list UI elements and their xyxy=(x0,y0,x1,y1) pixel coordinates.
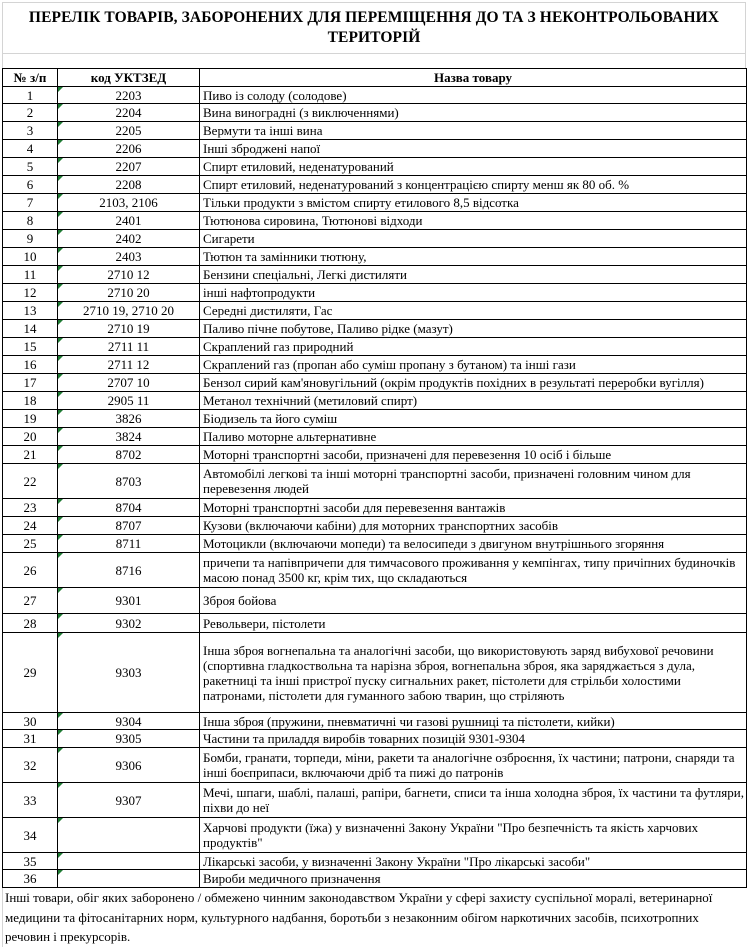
row-num: 30 xyxy=(3,713,58,730)
row-code: 2402 xyxy=(58,230,200,248)
row-name: Спирт етиловий, неденатурований xyxy=(200,158,747,176)
row-code: 9305 xyxy=(58,730,200,748)
row-code: 3824 xyxy=(58,428,200,446)
row-num: 31 xyxy=(3,730,58,748)
header-name: Назва товару xyxy=(200,69,747,87)
row-code: 8716 xyxy=(58,553,200,588)
table-row xyxy=(3,338,747,356)
row-num: 33 xyxy=(3,783,58,818)
row-num: 2 xyxy=(3,104,58,122)
row-name: Кузови (включаючи кабіни) для моторних транспортних засобів xyxy=(200,517,747,535)
row-num: 21 xyxy=(3,446,58,464)
row-code: 2103, 2106 xyxy=(58,194,200,212)
table-row xyxy=(3,730,747,748)
row-num: 32 xyxy=(3,748,58,783)
row-num: 34 xyxy=(3,818,58,853)
table-row xyxy=(3,853,747,870)
row-code: 2710 19 xyxy=(58,320,200,338)
row-name: Скраплений газ (пропан або суміш пропану з бутаном) та інші гази xyxy=(200,356,747,374)
row-name: Біодизель та його суміш xyxy=(200,410,747,428)
row-num: 28 xyxy=(3,614,58,633)
table-row xyxy=(3,392,747,410)
row-code: 2711 11 xyxy=(58,338,200,356)
row-code: 9302 xyxy=(58,614,200,633)
table-row xyxy=(3,374,747,392)
row-num: 27 xyxy=(3,588,58,614)
row-num: 13 xyxy=(3,302,58,320)
row-num: 18 xyxy=(3,392,58,410)
table-row xyxy=(3,553,747,588)
row-code: 2208 xyxy=(58,176,200,194)
row-code: 2206 xyxy=(58,140,200,158)
header-code: код УКТЗЕД xyxy=(58,69,200,87)
row-code: 8711 xyxy=(58,535,200,553)
row-num: 14 xyxy=(3,320,58,338)
row-code: 2707 10 xyxy=(58,374,200,392)
table-row xyxy=(3,446,747,464)
table-row xyxy=(3,517,747,535)
row-code: 2204 xyxy=(58,104,200,122)
row-name: Бензол сирий кам'яновугільний (окрім продуктів похідних в результаті переробки вугілля) xyxy=(200,374,747,392)
row-num: 8 xyxy=(3,212,58,230)
header-num: № з/п xyxy=(3,69,58,87)
row-code: 8703 xyxy=(58,464,200,499)
table-row xyxy=(3,284,747,302)
row-name: Тютюн та замінники тютюну, xyxy=(200,248,747,266)
row-name: інші нафтопродукти xyxy=(200,284,747,302)
goods-table xyxy=(2,68,747,888)
table-row xyxy=(3,356,747,374)
row-name: Револьвери, пістолети xyxy=(200,614,747,633)
row-name: Бензини спеціальні, Легкі дистиляти xyxy=(200,266,747,284)
row-num: 35 xyxy=(3,853,58,870)
spacer xyxy=(2,54,746,68)
row-num: 7 xyxy=(3,194,58,212)
row-name: Бомби, гранати, торпеди, міни, ракети та аналогічне озброєння, їх частини; патрони, снаряди та інші боєприпаси, включаючи дріб та пижі до патронів xyxy=(200,748,747,783)
table-row xyxy=(3,428,747,446)
table-row xyxy=(3,266,747,284)
row-code: 2710 19, 2710 20 xyxy=(58,302,200,320)
row-name: Мечі, шпаги, шаблі, палаші, рапіри, багнети, списи та інша холодна зброя, їх частини та футляри, піхви до неї xyxy=(200,783,747,818)
row-name: Моторні транспортні засоби, призначені для перевезення 10 осіб і більше xyxy=(200,446,747,464)
table-row xyxy=(3,588,747,614)
table-row xyxy=(3,302,747,320)
row-code: 9301 xyxy=(58,588,200,614)
table-row xyxy=(3,104,747,122)
row-code: 2401 xyxy=(58,212,200,230)
row-name: Спирт етиловий, неденатурований з концентрацією спирту менш як 80 об. % xyxy=(200,176,747,194)
row-num: 9 xyxy=(3,230,58,248)
footnote: Інші товари, обіг яких заборонено / обмежено чинним законодавством України у сфері захисту суспільної моралі, ветеринарної медицини та фітосанітарних норм, культурного надбання, боротьби з незаконним обігом наркотичних засобів, психотропних речовин і прекурсорів. xyxy=(2,888,746,947)
row-code: 2403 xyxy=(58,248,200,266)
row-code: 2207 xyxy=(58,158,200,176)
row-code: 2905 11 xyxy=(58,392,200,410)
row-num: 6 xyxy=(3,176,58,194)
row-num: 26 xyxy=(3,553,58,588)
row-code: 2203 xyxy=(58,87,200,104)
table-row xyxy=(3,499,747,517)
row-num: 23 xyxy=(3,499,58,517)
row-name: Середні дистиляти, Гас xyxy=(200,302,747,320)
row-code xyxy=(58,870,200,888)
page-title: ПЕРЕЛІК ТОВАРІВ, ЗАБОРОНЕНИХ ДЛЯ ПЕРЕМІЩЕННЯ ДО ТА З НЕКОНТРОЛЬОВАНИХ ТЕРИТОРІЙ xyxy=(2,2,746,54)
row-name: Сигарети xyxy=(200,230,747,248)
row-code: 8702 xyxy=(58,446,200,464)
row-num: 11 xyxy=(3,266,58,284)
table-row xyxy=(3,140,747,158)
table-row xyxy=(3,212,747,230)
row-num: 17 xyxy=(3,374,58,392)
row-code: 3826 xyxy=(58,410,200,428)
row-code xyxy=(58,853,200,870)
row-name: Автомобілі легкові та інші моторні транспортні засоби, призначені головним чином для перевезення людей xyxy=(200,464,747,499)
table-row xyxy=(3,535,747,553)
row-code: 9306 xyxy=(58,748,200,783)
table-row xyxy=(3,870,747,888)
table-row xyxy=(3,748,747,783)
row-num: 29 xyxy=(3,633,58,713)
table-row xyxy=(3,194,747,212)
row-name: Харчові продукти (їжа) у визначенні Закону України "Про безпечність та якість харчових продуктів" xyxy=(200,818,747,853)
row-code: 9307 xyxy=(58,783,200,818)
row-num: 16 xyxy=(3,356,58,374)
row-num: 25 xyxy=(3,535,58,553)
row-name: Моторні транспортні засоби для перевезення вантажів xyxy=(200,499,747,517)
table-row xyxy=(3,122,747,140)
table-row xyxy=(3,248,747,266)
row-code: 9304 xyxy=(58,713,200,730)
row-code: 2205 xyxy=(58,122,200,140)
table-row xyxy=(3,230,747,248)
row-name: Зброя бойова xyxy=(200,588,747,614)
row-num: 19 xyxy=(3,410,58,428)
row-code: 9303 xyxy=(58,633,200,713)
row-name: Тютюнова сировина, Тютюнові відходи xyxy=(200,212,747,230)
row-num: 20 xyxy=(3,428,58,446)
table-row xyxy=(3,713,747,730)
row-num: 4 xyxy=(3,140,58,158)
row-num: 1 xyxy=(3,87,58,104)
row-name: Скраплений газ природний xyxy=(200,338,747,356)
table-row xyxy=(3,320,747,338)
row-code: 2711 12 xyxy=(58,356,200,374)
row-num: 22 xyxy=(3,464,58,499)
row-num: 10 xyxy=(3,248,58,266)
row-name: Частини та приладдя виробів товарних позицій 9301-9304 xyxy=(200,730,747,748)
row-name: Метанол технічний (метиловий спирт) xyxy=(200,392,747,410)
row-name: Вироби медичного призначення xyxy=(200,870,747,888)
row-name: Інша зброя (пружини, пневматичні чи газові рушниці та пістолети, кийки) xyxy=(200,713,747,730)
table-row xyxy=(3,633,747,713)
row-name: Вина виноградні (з виключеннями) xyxy=(200,104,747,122)
row-name: Інші зброджені напої xyxy=(200,140,747,158)
table-row xyxy=(3,410,747,428)
row-code xyxy=(58,818,200,853)
row-name: Паливо моторне альтернативне xyxy=(200,428,747,446)
table-row xyxy=(3,87,747,104)
table-row xyxy=(3,818,747,853)
row-name: Пиво із солоду (солодове) xyxy=(200,87,747,104)
table-header-row xyxy=(3,69,747,87)
row-num: 3 xyxy=(3,122,58,140)
table-row xyxy=(3,614,747,633)
table-row xyxy=(3,158,747,176)
row-code: 8704 xyxy=(58,499,200,517)
row-code: 8707 xyxy=(58,517,200,535)
row-code: 2710 12 xyxy=(58,266,200,284)
row-name: Лікарські засоби, у визначенні Закону України "Про лікарські засоби" xyxy=(200,853,747,870)
row-num: 36 xyxy=(3,870,58,888)
row-name: Тільки продукти з вмістом спирту етилового 8,5 відсотка xyxy=(200,194,747,212)
row-code: 2710 20 xyxy=(58,284,200,302)
row-num: 5 xyxy=(3,158,58,176)
row-name: Паливо пічне побутове, Паливо рідке (мазут) xyxy=(200,320,747,338)
table-row xyxy=(3,783,747,818)
table-row xyxy=(3,176,747,194)
row-num: 15 xyxy=(3,338,58,356)
row-name: причепи та напівпричепи для тимчасового проживання у кемпінгах, типу причіпних будиночків масою понад 3500 кг, крім тих, що складаються xyxy=(200,553,747,588)
row-num: 12 xyxy=(3,284,58,302)
row-name: Вермути та інші вина xyxy=(200,122,747,140)
row-name: Інша зброя вогнепальна та аналогічні засоби, що використовують заряд вибухової речовини (спортивна гладкоствольна та нарізна зброя, вогнепальна зброя, яка заряджається з дула, ракетниці та інші пристрої пуску сигнальних ракет, пістолети для стрільби холостими патронами, пістолети для гуманного забою тварин, що стріляють xyxy=(200,633,747,713)
row-name: Мотоцикли (включаючи мопеди) та велосипеди з двигуном внутрішнього згоряння xyxy=(200,535,747,553)
table-row xyxy=(3,464,747,499)
row-num: 24 xyxy=(3,517,58,535)
